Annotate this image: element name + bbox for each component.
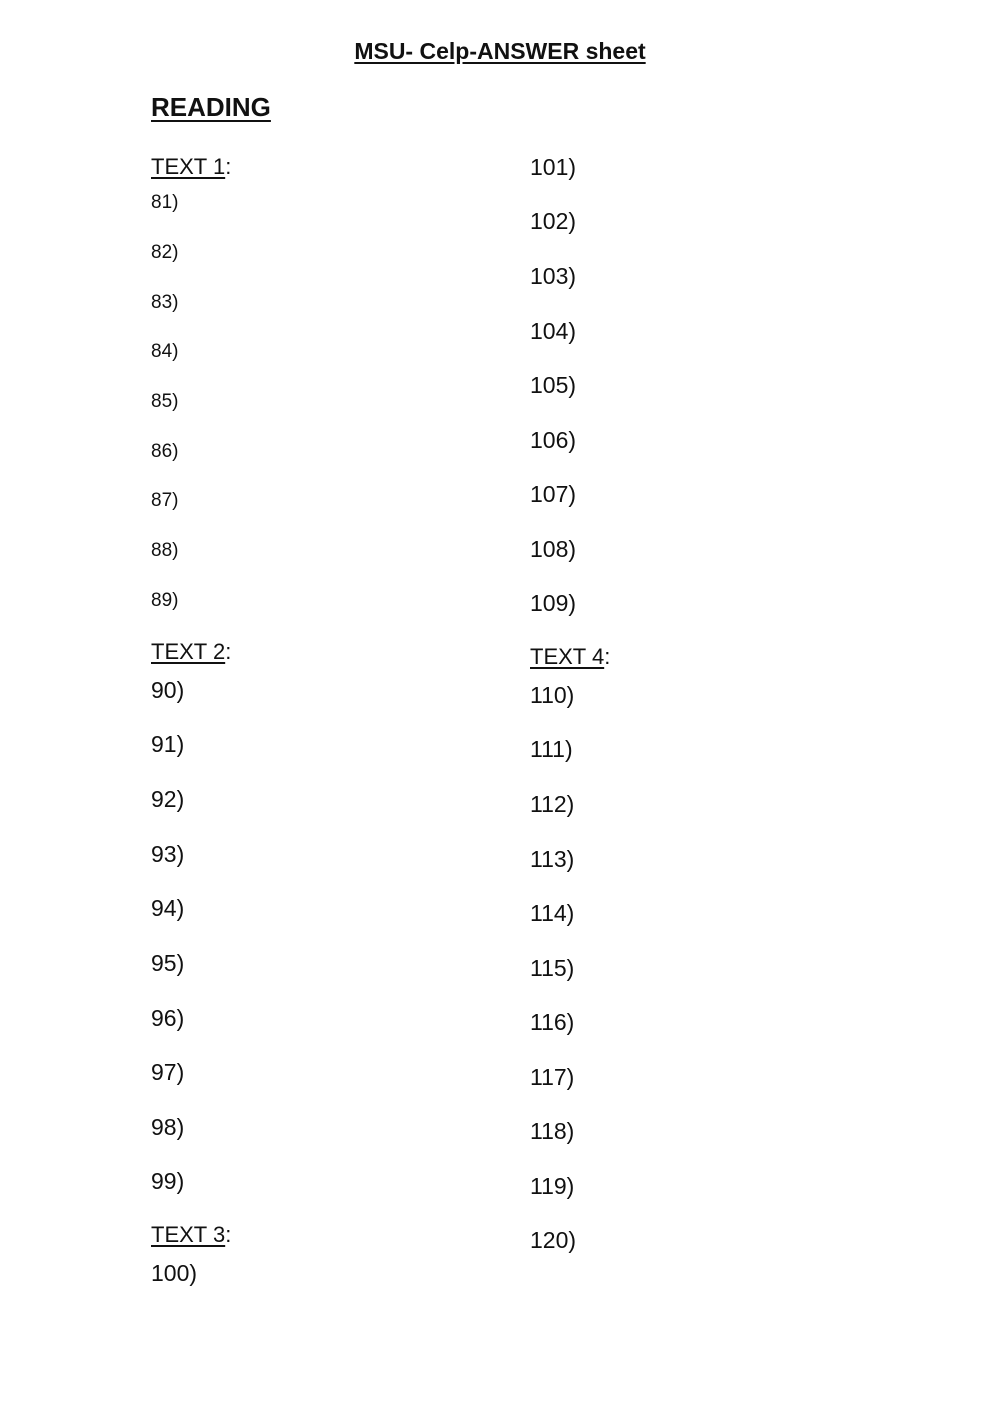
text-1-label: TEXT 1: [151, 154, 232, 179]
question-85: 85) [151, 391, 179, 412]
text-4-name: TEXT 4 [530, 644, 605, 669]
question-89: 89) [151, 590, 179, 611]
question-87: 87) [151, 490, 179, 511]
question-119: 119) [530, 1173, 575, 1199]
question-95: 95) [151, 950, 185, 976]
question-81: 81) [151, 192, 179, 213]
question-96: 96) [151, 1005, 185, 1031]
question-106: 106) [530, 427, 577, 453]
text-3-label: TEXT 3: [151, 1222, 232, 1247]
question-108: 108) [530, 536, 577, 562]
question-103: 103) [530, 263, 577, 289]
question-104: 104) [530, 318, 577, 344]
text-2-label: TEXT 2: [151, 639, 232, 664]
question-111: 111) [530, 736, 573, 762]
question-88: 88) [151, 540, 179, 561]
question-107: 107) [530, 481, 577, 507]
question-102: 102) [530, 208, 577, 234]
question-100: 100) [151, 1260, 198, 1286]
question-90: 90) [151, 677, 185, 703]
question-116: 116) [530, 1009, 575, 1035]
question-83: 83) [151, 292, 179, 313]
question-105: 105) [530, 372, 577, 398]
question-120: 120) [530, 1227, 577, 1253]
question-117: 117) [530, 1064, 575, 1090]
question-118: 118) [530, 1118, 575, 1144]
question-112: 112) [530, 791, 575, 817]
question-109: 109) [530, 590, 577, 616]
question-91: 91) [151, 731, 185, 757]
question-82: 82) [151, 242, 179, 263]
question-86: 86) [151, 441, 179, 462]
page-title: MSU- Celp-ANSWER sheet [354, 38, 646, 64]
question-115: 115) [530, 955, 575, 981]
question-97: 97) [151, 1059, 185, 1085]
question-101: 101) [530, 154, 577, 180]
question-114: 114) [530, 900, 575, 926]
text-3-name: TEXT 3 [151, 1222, 226, 1247]
question-98: 98) [151, 1114, 185, 1140]
question-110: 110) [530, 682, 575, 708]
question-94: 94) [151, 895, 185, 921]
section-heading-reading: READING [151, 92, 271, 122]
question-99: 99) [151, 1168, 185, 1194]
text-4-label: TEXT 4: [530, 644, 611, 669]
question-113: 113) [530, 846, 575, 872]
question-84: 84) [151, 341, 179, 362]
question-93: 93) [151, 841, 185, 867]
question-92: 92) [151, 786, 185, 812]
text-1-name: TEXT 1 [151, 154, 226, 179]
text-2-name: TEXT 2 [151, 639, 226, 664]
